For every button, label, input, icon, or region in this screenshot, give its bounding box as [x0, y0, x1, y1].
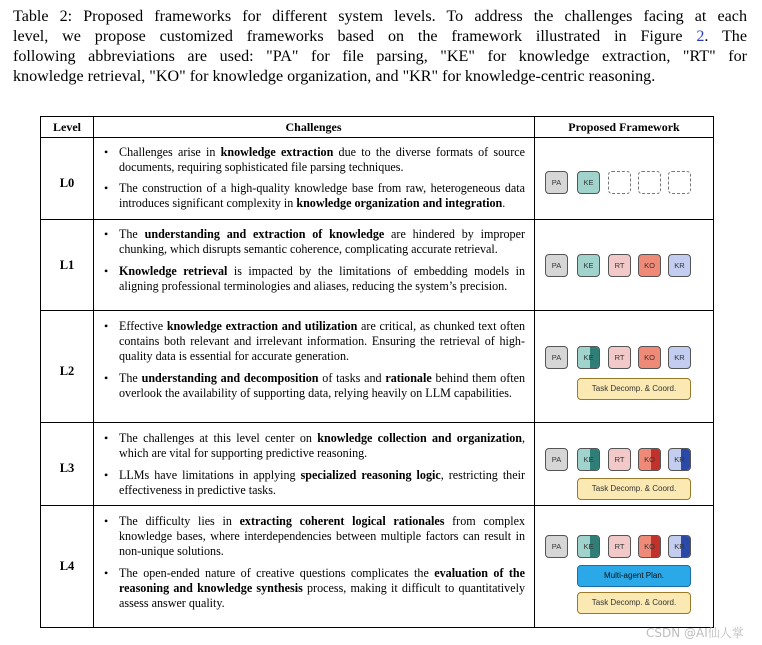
header-level: Level — [53, 120, 81, 134]
module-ke-box: KE — [577, 254, 600, 277]
module-kr-box: KR — [668, 535, 691, 558]
empty-module-slot — [668, 171, 691, 194]
module-kr-box: KR — [668, 346, 691, 369]
csdn-watermark: CSDN @AI仙人掌 — [646, 626, 744, 640]
module-ke-box: KE — [577, 171, 600, 194]
module-rt-box: RT — [608, 254, 631, 277]
module-rt-box: RT — [608, 448, 631, 471]
module-kr-box: KR — [668, 448, 691, 471]
module-rt-box: RT — [608, 535, 631, 558]
challenges-cell — [98, 227, 525, 294]
caption-line-2: level, we propose customized frameworks based on the framework illustrated in Figure 2. The — [13, 28, 747, 45]
module-ko-box: KO — [638, 346, 661, 369]
caption-line-3: following abbreviations are used: "PA" for file parsing, "KE" for knowledge extraction, "RT" for — [13, 48, 747, 65]
challenge-bullet: • The construction of a high-quality knowledge base from raw, heterogeneous data introduces significant complexity in knowledge organization and integration. — [98, 181, 525, 211]
task-decomp-bar: Task Decomp. & Coord. — [577, 378, 691, 400]
challenges-cell — [98, 514, 525, 611]
task-decomp-bar: Task Decomp. & Coord. — [577, 592, 691, 614]
module-ko-box: KO — [638, 448, 661, 471]
challenge-bullet: • The open-ended nature of creative questions complicates the evaluation of the reasoning and knowledge synthesis process, making it difficult to quantitatively assess answer quality. — [98, 566, 525, 611]
multi-agent-plan-bar: Multi-agent Plan. — [577, 565, 691, 587]
challenge-bullet: • The challenges at this level center on knowledge collection and organization, which are vital for supporting predictive reasoning. — [98, 431, 525, 461]
challenges-cell — [98, 319, 525, 401]
empty-module-slot — [638, 171, 661, 194]
frameworks-table — [40, 116, 714, 628]
module-pa-box: PA — [545, 535, 568, 558]
challenge-bullet: • Effective knowledge extraction and utilization are critical, as chunked text often contains both relevant and irrelevant information. Ensuring the retrieval of high-quality data is essential for accurate generation. — [98, 319, 525, 364]
row-level-label: L2 — [59, 364, 75, 378]
caption-line-1: Table 2: Proposed frameworks for different system levels. To address the challenges facing at each — [13, 8, 747, 25]
challenge-bullet: • Challenges arise in knowledge extraction due to the diverse formats of source documents, requiring sophisticated file parsing techniques. — [98, 145, 525, 175]
module-kr-box: KR — [668, 254, 691, 277]
challenge-bullet: • The understanding and decomposition of tasks and rationale behind them often overlook the availability of supporting data, relying heavily on LLM capabilities. — [98, 371, 525, 401]
caption-line-4: knowledge retrieval, "KO" for knowledge organization, and "KR" for knowledge-centric reasoning. — [13, 68, 656, 85]
module-ko-box: KO — [638, 535, 661, 558]
table-caption — [13, 7, 747, 87]
module-pa-box: PA — [545, 346, 568, 369]
module-pa-box: PA — [545, 171, 568, 194]
header-framework: Proposed Framework — [568, 120, 680, 134]
module-pa-box: PA — [545, 254, 568, 277]
row-level-label: L1 — [59, 258, 75, 272]
module-ko-box: KO — [638, 254, 661, 277]
module-rt-box: RT — [608, 346, 631, 369]
row-level-label: L0 — [59, 176, 75, 190]
row-level-label: L4 — [59, 559, 75, 573]
header-challenges: Challenges — [285, 120, 342, 134]
figure-ref-link[interactable]: 2 — [696, 28, 705, 45]
challenge-bullet: • Knowledge retrieval is impacted by the limitations of embedding models in aligning professional terminologies and aliases, reducing the system’s precision. — [98, 264, 525, 294]
challenge-bullet: • The understanding and extraction of knowledge are hindered by improper chunking, which disrupts semantic coherence, complicating accurate retrieval. — [98, 227, 525, 257]
module-ke-box: KE — [577, 346, 600, 369]
task-decomp-bar: Task Decomp. & Coord. — [577, 478, 691, 500]
challenge-bullet: • LLMs have limitations in applying specialized reasoning logic, restricting their effectiveness in predictive tasks. — [98, 468, 525, 498]
module-ke-box: KE — [577, 448, 600, 471]
challenges-cell — [98, 431, 525, 498]
empty-module-slot — [608, 171, 631, 194]
row-level-label: L3 — [59, 461, 75, 475]
challenge-bullet: • The difficulty lies in extracting coherent logical rationales from complex knowledge bases, where interdependencies between multiple factors can result in non-unique solutions. — [98, 514, 525, 559]
module-pa-box: PA — [545, 448, 568, 471]
challenges-cell — [98, 145, 525, 211]
module-ke-box: KE — [577, 535, 600, 558]
